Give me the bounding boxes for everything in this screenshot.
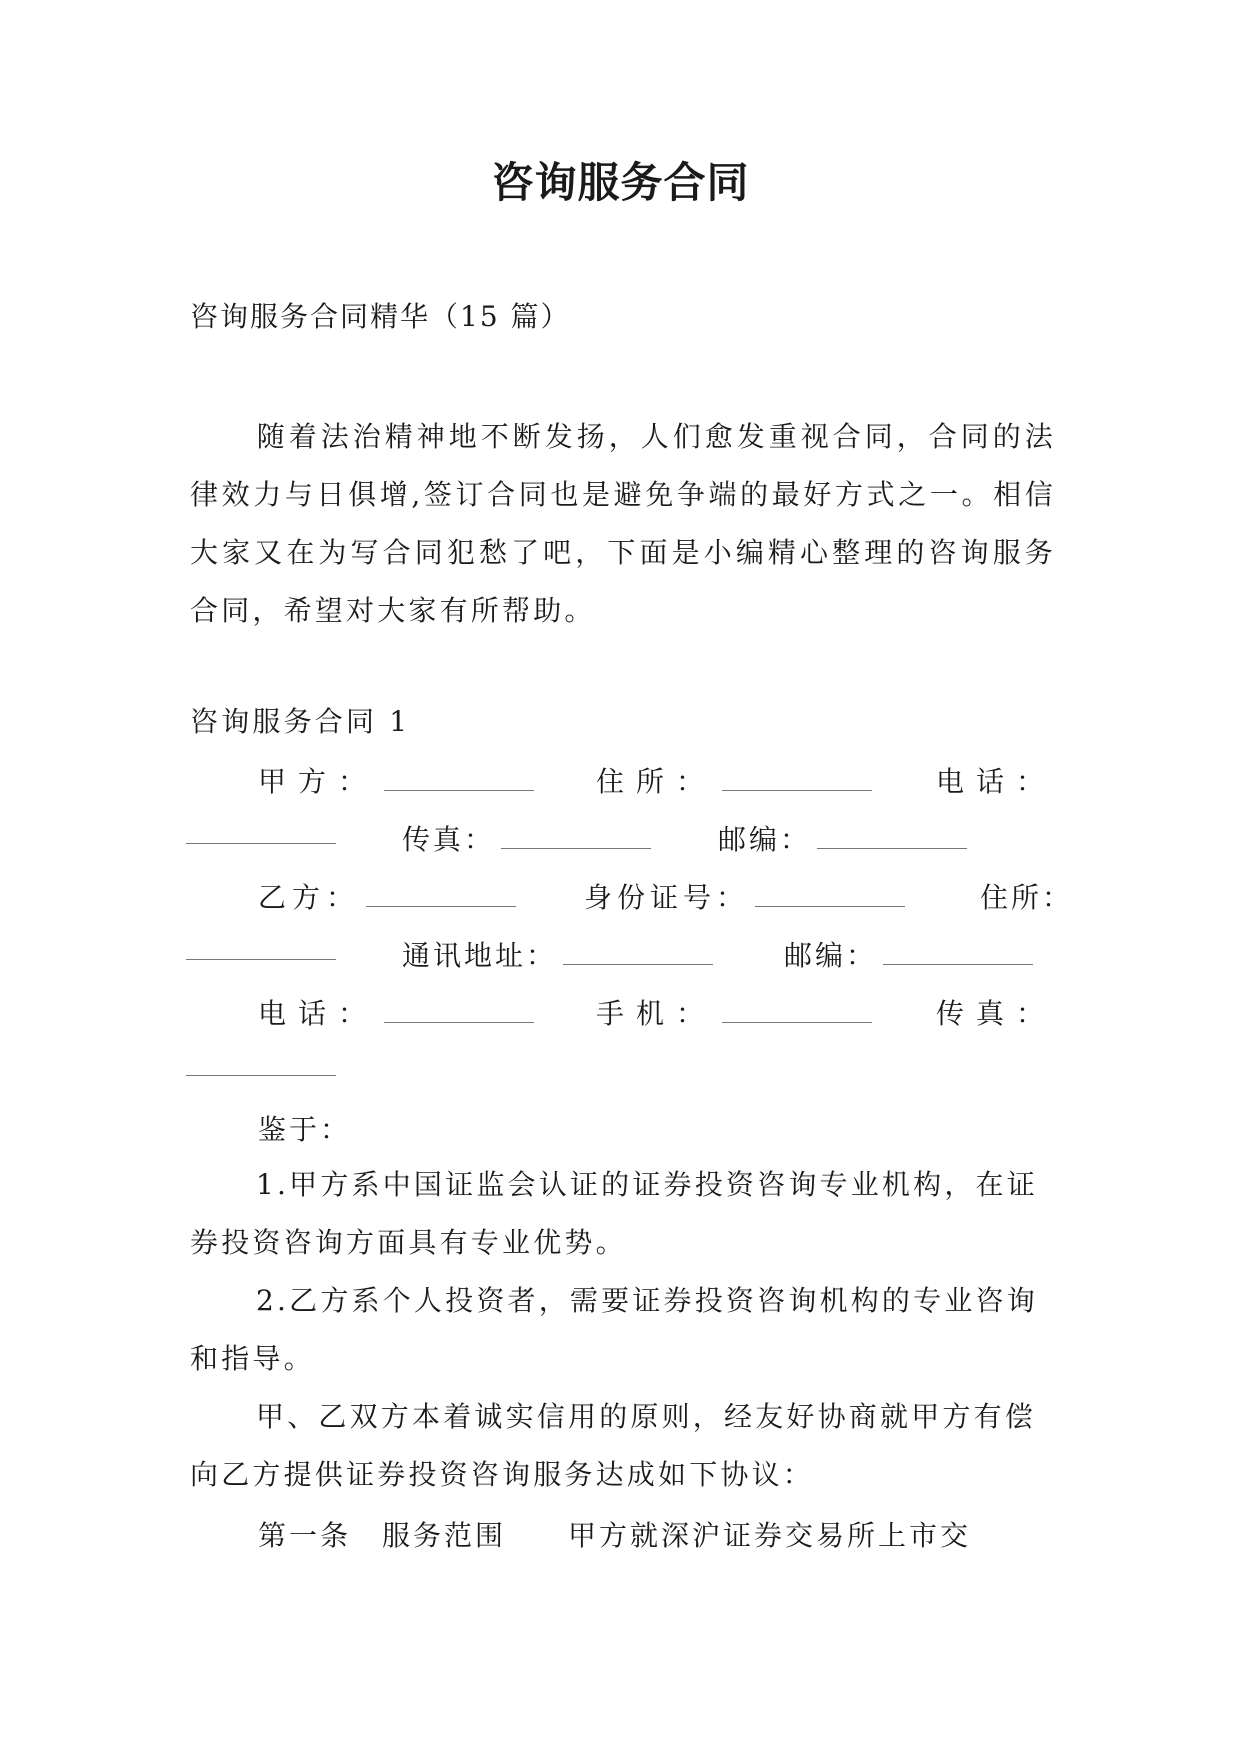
clause-1: 1.甲方系中国证监会认证的证券投资咨询专业机构，在证券投资咨询方面具有专业优势。 (190, 1168, 1038, 1259)
party-b-id-label: 身份证号： (584, 881, 750, 914)
party-b-address-field (980, 876, 1073, 916)
party-b-postcode-label: 邮编： (784, 939, 878, 972)
party-b-id-blank[interactable] (755, 882, 905, 907)
article-1: 第一条 服务范围 甲方就深沪证券交易所上市交 (258, 1519, 972, 1552)
party-a-postcode-field (718, 818, 973, 858)
intro-paragraph (190, 408, 1056, 640)
clause-2: 2.乙方系个人投资者，需要证券投资咨询机构的专业咨询和指导。 (190, 1284, 1038, 1375)
party-b-label: 乙方： (258, 881, 361, 914)
party-b-mobile-field (596, 992, 878, 1032)
party-a-fax-field (402, 818, 657, 858)
party-a-phone-field (936, 760, 1056, 800)
intro-text: 随着法治精神地不断发扬，人们愈发重视合同，合同的法律效力与日俱增,签订合同也是避免争端的最好方式之一。相信大家又在为写合同犯愁了吧，下面是小编精心整理的咨询服务合同，希望对大家有所帮助。 (190, 420, 1056, 627)
party-b-phone-field (258, 992, 540, 1032)
party-a-blank[interactable] (384, 766, 534, 791)
section-heading: 咨询服务合同 1 (190, 705, 411, 738)
party-b-address-blank[interactable] (186, 935, 336, 960)
party-a-postcode-blank[interactable] (817, 824, 967, 849)
party-a-address-label: 住所： (596, 765, 717, 798)
party-a-label: 甲方： (258, 765, 379, 798)
party-a-phone-blank[interactable] (186, 819, 336, 844)
party-a-address-field (596, 760, 878, 800)
party-a-phone-label: 电话： (936, 765, 1057, 798)
party-b-fax-label: 传真： (936, 997, 1057, 1030)
party-a-address-blank[interactable] (722, 766, 872, 791)
party-b-mail-field (402, 934, 719, 974)
party-b-postcode-blank[interactable] (883, 940, 1033, 965)
agreement-paragraph: 甲、乙双方本着诚实信用的原则，经友好协商就甲方有偿向乙方提供证券投资咨询服务达成如下协议： (190, 1400, 1037, 1491)
party-b-blank[interactable] (366, 882, 516, 907)
party-a-postcode-label: 邮编： (718, 823, 812, 856)
party-b-mobile-label: 手机： (596, 997, 717, 1030)
party-b-fax-blank-wrap (186, 1050, 342, 1083)
party-b-phone-blank[interactable] (384, 998, 534, 1023)
document-title: 咨询服务合同 (491, 158, 750, 207)
document-subtitle: 咨询服务合同精华（15 篇） (190, 300, 571, 333)
party-b-fax-field (936, 992, 1056, 1032)
party-b-fax-blank[interactable] (186, 1051, 336, 1076)
party-b-postcode-field (784, 934, 1039, 974)
party-a-fax-blank[interactable] (501, 824, 651, 849)
whereas-heading: 鉴于： (258, 1113, 352, 1146)
party-a-field (258, 760, 540, 800)
party-b-mail-blank[interactable] (563, 940, 713, 965)
party-b-address-label: 住所： (980, 881, 1074, 914)
party-b-mail-label: 通讯地址： (402, 939, 558, 972)
party-b-address-blank-wrap (186, 934, 342, 967)
party-b-mobile-blank[interactable] (722, 998, 872, 1023)
party-b-id-field (584, 876, 911, 916)
party-a-fax-label: 传真： (402, 823, 496, 856)
party-a-phone-blank-wrap (186, 818, 342, 851)
party-b-phone-label: 电话： (258, 997, 379, 1030)
party-b-field (258, 876, 522, 916)
